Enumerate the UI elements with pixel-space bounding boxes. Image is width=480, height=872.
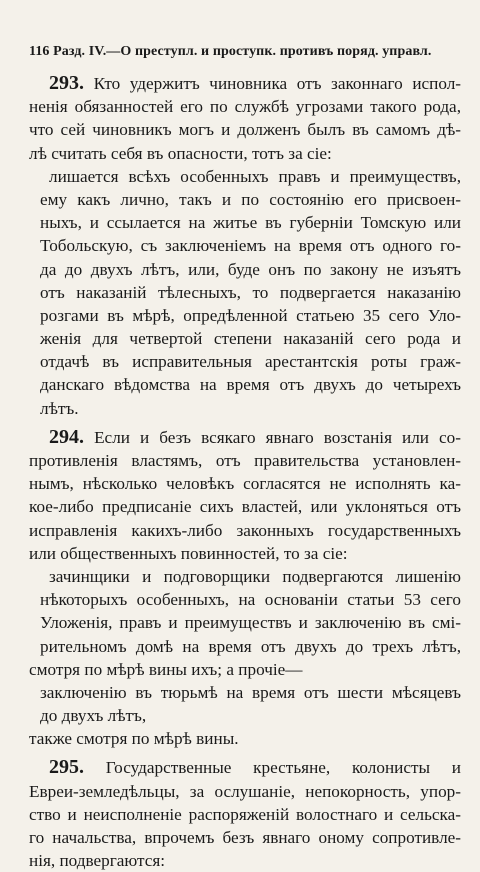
line-text: нѣкоторыхъ особенныхъ, на основаніи статьи 53 сего [40,590,461,610]
running-header [29,44,461,60]
line-text: или общественныхъ повинностей, то за сіе: [29,543,348,563]
text-line [29,327,461,350]
text-line [29,756,461,779]
text-line [29,304,461,327]
line-text: женія для четвертой степени наказаній сего рода и [40,329,461,349]
text-line [29,727,461,750]
text-line [29,826,461,849]
line-text: исправленія какихъ-либо законныхъ государственныхъ [29,520,461,540]
text-line [29,495,461,518]
header-title: Разд. IV.—О преступл. и проступк. противъ поряд. управл. [53,44,432,59]
text-line [29,588,461,611]
text-line [29,803,461,826]
text-line [29,849,461,872]
line-text: Тобольскую, съ заключеніемъ на время отъ одного го- [40,236,461,256]
line-text: ныхъ, и ссылается на житье въ губерніи Томскую или [40,213,461,233]
line-text: лѣ считать себя въ опасности, тотъ за сіе: [29,143,332,163]
line-text: кое-либо предписаніе сихъ властей, или уклоняться отъ [29,497,461,517]
body-text [29,72,461,872]
text-line [29,780,461,803]
text-line [29,635,461,658]
line-text: смотря по мѣрѣ вины ихъ; а прочіе— [29,659,303,679]
line-text: отъ наказаній тѣлесныхъ, то подвергается наказанію [40,282,461,302]
line-text: также смотря по мѣрѣ вины. [29,729,239,749]
line-text: Уложенія, правъ и преимуществъ и заключенію въ смі- [40,613,461,633]
text-line [29,142,461,165]
text-line [29,281,461,304]
text-line [29,165,461,188]
line-text: нія, подвергаются: [29,851,166,871]
text-line [29,211,461,234]
line-text: ненія обязанностей его по службѣ угрозами такого рода, [29,97,461,117]
line-text: рительномъ домѣ на время отъ двухъ до трехъ лѣтъ, [40,636,461,656]
line-text: Если и безъ всякаго явнаго возстанія или со- [94,427,462,447]
line-text: розгами въ мѣрѣ, опредѣленной статьею 35 сего Уло- [40,305,461,325]
line-text: заключенію въ тюрьмѣ на время отъ шести мѣсяцевъ [40,682,461,702]
line-text: ство и неисполненіе распоряженій волостнаго и сельска- [29,804,461,824]
line-text: ему какъ лично, такъ и по состоянію его присвоен- [40,189,461,209]
text-line [29,611,461,634]
text-line [29,704,461,727]
line-text: отдачѣ въ исправительныя арестантскія роты граж- [40,352,461,372]
article-number: 294. [49,425,84,448]
line-text: нымъ, нѣсколько человѣкъ согласятся не исполнять ка- [29,474,461,494]
text-line [29,681,461,704]
text-line [29,519,461,542]
text-line [29,258,461,281]
text-line [29,426,461,449]
line-text: го начальства, впрочемъ безъ явнаго оному сопротивле- [29,828,461,847]
line-text: противленія властямъ, отъ правительства установлен- [29,451,461,470]
line-text: Кто удержитъ чиновника отъ законнаго испол- [93,74,462,93]
text-line [29,449,461,472]
line-text: данскаго вѣдомства на время отъ двухъ до четырехъ [40,375,461,395]
text-line [29,472,461,495]
text-line [29,373,461,396]
line-text: Государственные крестьяне, колонисты и [105,758,461,778]
line-text: Евреи-земледѣльцы, за ослушаніе, непокорность, упор- [29,781,461,801]
line-text: зачинщики и подговорщики подвергаются лишенію [49,566,461,586]
text-line [29,118,461,141]
article-number: 295. [49,756,84,779]
text-line [29,234,461,257]
line-text: да до двухъ лѣтъ, или, буде онъ по закону не изъятъ [40,259,461,279]
line-text: лѣтъ. [40,398,79,418]
text-line [29,397,461,420]
text-line [29,542,461,565]
text-line [29,350,461,373]
page-number: 116 [29,44,50,59]
line-text: что сей чиновникъ могъ и долженъ былъ въ самомъ дѣ- [29,120,461,140]
text-line [29,565,461,588]
line-text: лишается всѣхъ особенныхъ правъ и преимуществъ, [49,166,461,186]
article-number: 293. [49,72,84,94]
line-text: до двухъ лѣтъ, [40,706,147,726]
text-line [29,95,461,118]
text-line [29,188,461,211]
text-line [29,72,461,95]
text-line [29,658,461,681]
